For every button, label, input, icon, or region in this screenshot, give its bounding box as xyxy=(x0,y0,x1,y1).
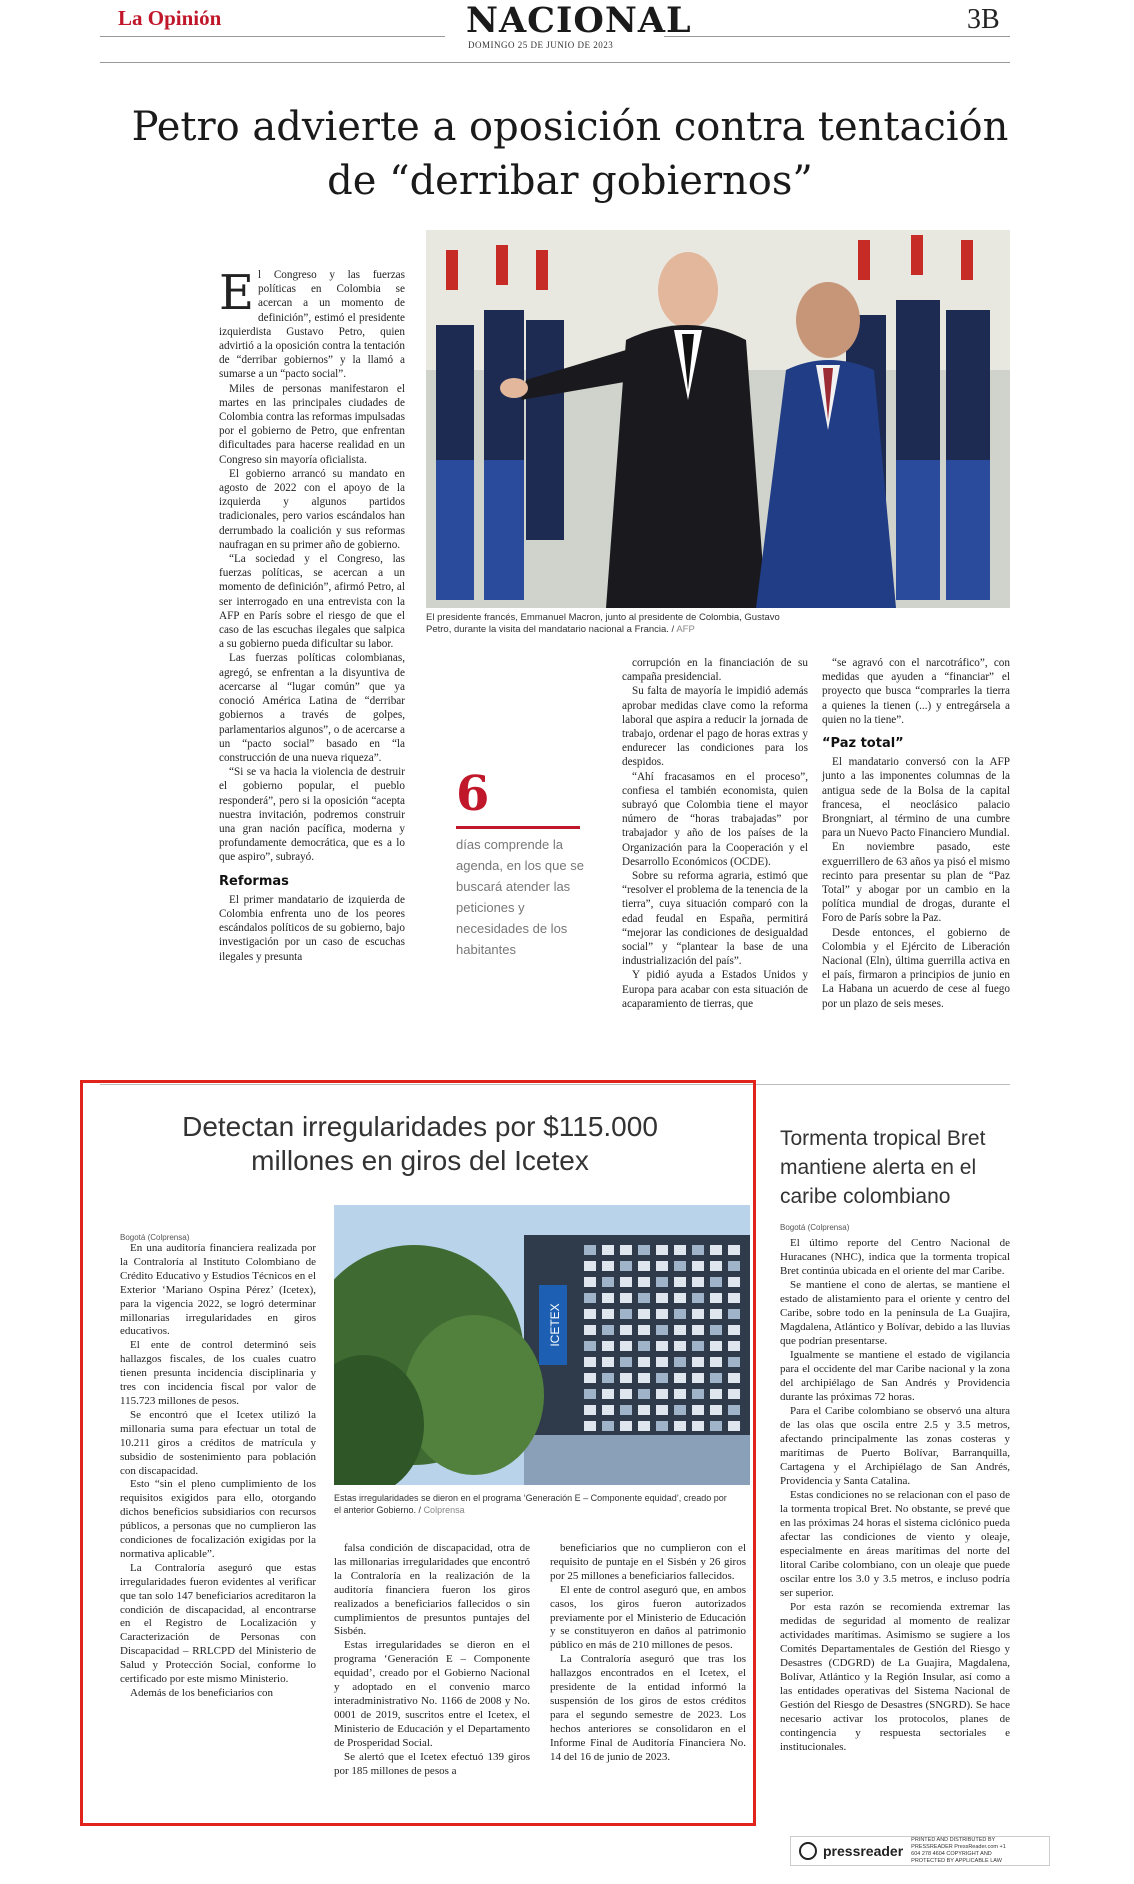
building-window xyxy=(638,1389,650,1399)
building-window xyxy=(656,1309,668,1319)
paragraph: El primer mandatario de izquierda de Colombia enfrenta uno de los peores escándalos políticos de su gobierno, bajo investigación por un caso de escuchas ilegales y presunta xyxy=(219,893,405,963)
building-window xyxy=(710,1389,722,1399)
photo-caption: El presidente francés, Emmanuel Macron, junto al presidente de Colombia, Gustavo Petro, durante la visita del mandatario nacional a Francia. / AFP xyxy=(426,612,780,635)
building-window xyxy=(602,1277,614,1287)
building-window xyxy=(710,1421,722,1431)
building-window xyxy=(638,1277,650,1287)
building-window xyxy=(584,1389,596,1399)
building-window xyxy=(638,1421,650,1431)
building-window xyxy=(692,1245,704,1255)
paragraph: “La sociedad y el Congreso, las fuerzas políticas, se acercan a un momento de definición”, afirmó Petro, al ser interrogado en una entrevista con la AFP en París sobre el riesgo de que el caso de las escuchas ilegales que salpica a su gobierno pueda dificultar su labor. xyxy=(219,553,405,651)
building-window xyxy=(638,1293,650,1303)
paragraph: Estas irregularidades se dieron en el programa ‘Generación E – Componente equidad’, creado por el Gobierno Nacional y adoptado en el convenio marco interadministrativo No. 1166 de 2008 y No. 0001 de 2019, suscritos entre el Icetex, el Ministerio de Educación y el Departamento de Prosperidad Social. xyxy=(334,1639,530,1749)
building-window xyxy=(674,1373,686,1383)
paragraph: l Congreso y las fuerzas políticas en Colombia se acercan a un momento de definición”, estimó el presidente izquierdista Gustavo Petro, quien advirtió a la oposición contra la tentación de “derribar gobiernos” y la llamó a sumarse a un “pacto social”. xyxy=(219,269,405,381)
paragraph: Su falta de mayoría le impidió además aprobar medidas clave como la reforma laboral que aspira a reducir la jornada de trabajo, ordenar el pago de horas extras y endurecer las condiciones para los despidos. xyxy=(622,685,808,769)
building-window xyxy=(674,1293,686,1303)
building-window xyxy=(620,1373,632,1383)
icetex-column-1 xyxy=(120,1242,316,1701)
paragraph: Y pidió ayuda a Estados Unidos y Europa para acabar con esta situación de acaparamiento de tierras, que xyxy=(622,969,808,1010)
paragraph: Desde entonces, el gobierno de Colombia y el Ejército de Liberación Nacional (Eln), última guerrilla activa en el país, firmaron a principios de junio en La Habana un acuerdo de cese al fuego por un plazo de seis meses. xyxy=(822,926,1010,1010)
building-window xyxy=(584,1245,596,1255)
paragraph: Esto “sin el pleno cumplimiento de los requisitos exigidos para ello, otorgando dichos beneficios subsidiarios con recursos públicos, a personas que no cumplieron las condiciones de focalización exigidas por la normativa aplicable”. xyxy=(120,1478,316,1560)
building-window xyxy=(656,1245,668,1255)
bret-column xyxy=(780,1236,1010,1754)
building-window xyxy=(692,1373,704,1383)
building-window xyxy=(692,1421,704,1431)
article-column-3 xyxy=(622,656,808,1011)
building-window xyxy=(638,1261,650,1271)
building-window xyxy=(584,1357,596,1367)
paragraph: “Si se va hacia la violencia de destruir el gobierno popular, el pueblo responderá”, pero si la oposición “acepta nuestra invitación, podremos construir una gran nación pacífica, moderna y profundamente democrática, que es a lo que aspiro”, subrayó. xyxy=(219,766,405,864)
building-window xyxy=(728,1373,740,1383)
paragraph: El último reporte del Centro Nacional de Huracanes (NHC), indica que la tormenta tropical Bret continúa ubicada en el oriente del mar Caribe. xyxy=(780,1237,1010,1277)
building-window xyxy=(728,1309,740,1319)
building-window xyxy=(728,1357,740,1367)
building-window xyxy=(692,1357,704,1367)
building-window xyxy=(728,1277,740,1287)
icetex-sign: ICETEX xyxy=(548,1303,562,1347)
paragraph: Miles de personas manifestaron el martes en las principales ciudades de Colombia contra las reformas impulsadas por el gobierno de Petro, que enfrentan dificultades para hacerse realidad en un Congreso sin mayoría oficialista. xyxy=(219,382,405,466)
building-window xyxy=(638,1341,650,1351)
building-window xyxy=(728,1341,740,1351)
subheading-reformas: Reformas xyxy=(219,873,289,889)
building-window xyxy=(584,1293,596,1303)
macron-petro-photo xyxy=(426,230,1010,608)
building-window xyxy=(656,1421,668,1431)
building-window xyxy=(710,1325,722,1335)
building-window xyxy=(728,1325,740,1335)
highlight-rule xyxy=(456,826,580,829)
icetex-column-3-body xyxy=(550,1542,746,1765)
building-window xyxy=(728,1421,740,1431)
building-window xyxy=(728,1261,740,1271)
icetex-column-2 xyxy=(334,1542,530,1778)
building-window xyxy=(602,1293,614,1303)
paragraph: falsa condición de discapacidad, otra de las millonarias irregularidades que encontró la Contraloría en la realización de la auditoría financiera fueron los giros realizados a beneficiarios fallecidos o sin cumplimientos de presuntos puntajes del Sisbén. xyxy=(334,1542,530,1638)
building-window xyxy=(674,1261,686,1271)
building-window xyxy=(602,1421,614,1431)
building-window xyxy=(692,1341,704,1351)
building-window xyxy=(728,1389,740,1399)
newspaper-brand: La Opinión xyxy=(118,6,222,30)
paragraph: La Contraloría aseguró que estas irregularidades fueron evidentes al verificar que tan solo 147 beneficiarios acreditaron la condición de discapacidad, al encontrarse en el Registro de Localización y Caracterización de Personas con Discapacidad – RRLCPD del Ministerio de Salud y Protección Social, conforme lo certificado por este mismo Ministerio. xyxy=(120,1561,316,1686)
building-window xyxy=(728,1245,740,1255)
paragraph: El ente de control determinó seis hallazgos fiscales, de los cuales cuatro tienen presunta incidencia disciplinaria y tres con incidencia fiscal por valor de 115.723 millones de pesos. xyxy=(120,1339,316,1407)
building-window xyxy=(692,1277,704,1287)
building-window xyxy=(728,1293,740,1303)
column-1-body xyxy=(219,265,405,865)
building-window xyxy=(620,1405,632,1415)
column-4-body xyxy=(822,656,1010,727)
paragraph: Se encontró que el Icetex utilizó la millonaria suma para efectuar un total de 10.211 giros a créditos de matrícula y subsidio de sostenimiento para población con discapacidad. xyxy=(120,1408,316,1477)
paragraph: Estas condiciones no se relacionan con el paso de la tormenta tropical Bret. No obstante, se prevé que en las próximas 24 horas el sistema ciclónico pueda afectar las condiciones de viento y oleaje, especialmente en áreas marítimas del norte del litoral Caribe colombiano, con un oleaje que puede oscilar entre los 3.0 y 3.5 metros, e incluso podría ser superior. xyxy=(780,1489,1010,1599)
paragraph: Se mantiene el cono de alertas, se mantiene el estado de alistamiento para el oriente y centro del Caribe, sobre todo en la península de La Guajira, Magdalena, Atlántico y Bolívar, debido a las lluvias que podrían presentarse. xyxy=(780,1279,1010,1347)
pressreader-badge[interactable] xyxy=(790,1836,1050,1866)
building-window xyxy=(728,1405,740,1415)
section-title: NACIONAL xyxy=(466,0,692,41)
building-window xyxy=(638,1245,650,1255)
building-window xyxy=(584,1405,596,1415)
building-window xyxy=(620,1341,632,1351)
paragraph: Sobre su reforma agraria, estimó que “resolver el problema de la tenencia de la tierra”, cuya situación comparó con la edad feudal en España, permitirá “mejorar las condiciones de desigualdad social” y “plantear la base de una industrialización del país”. xyxy=(622,870,808,968)
building-window xyxy=(638,1309,650,1319)
building-window xyxy=(620,1421,632,1431)
paragraph: La Contraloría aseguró que tras los hallazgos encontrados en el Icetex, el presidente de la entidad informó la suspensión de los giros de estos créditos para el segundo semestre de 2023. Los hechos anteriores se consolidaron en el Informe Final de Auditoría Financiera No. 14 del 16 de junio de 2023. xyxy=(550,1653,746,1763)
building-illustration xyxy=(334,1205,750,1485)
building-window xyxy=(656,1373,668,1383)
bret-column-body xyxy=(780,1236,1010,1754)
building-window xyxy=(656,1293,668,1303)
building-window xyxy=(674,1389,686,1399)
building-window xyxy=(602,1245,614,1255)
highlight-number: 6 xyxy=(456,766,490,822)
paragraph: Se alertó que el Icetex efectuó 139 giros por 185 millones de pesos a xyxy=(334,1750,530,1777)
issue-date: DOMINGO 25 DE JUNIO DE 2023 xyxy=(468,40,614,50)
building-window xyxy=(656,1389,668,1399)
building-window xyxy=(710,1405,722,1415)
building-window xyxy=(674,1277,686,1287)
paragraph: Por esta razón se recomienda extremar las medidas de seguridad al momento de realizar actividades marítimas. Asimismo se sugiere a los Comités Departamentales de Gestión del Riesgo y Desastres (CDGRD) de La Guajira, Magdalena, Bolívar, Atlántico y la Región Insular, así como a las entidades operativas del Sistema Nacional de Gestión del Riesgo de Desastres (SNGRD). Se hace necesario activar los protocolos, planes de contingencia y respuesta sectoriales e institucionales. xyxy=(780,1601,1010,1753)
pressreader-notice: PRINTED AND DISTRIBUTED BY PRESSREADER PressReader.com +1 604 278 4604 COPYRIGHT AND PROTECTED BY APPLICABLE LAW xyxy=(911,1837,1006,1864)
building-window xyxy=(638,1373,650,1383)
paragraph: El ente de control aseguró que, en ambos casos, los giros fueron autorizados previamente por el Ministerio de Educación y se constituyeron en daños al patrimonio público en más de 210 millones de pesos. xyxy=(550,1583,746,1652)
dateline: Bogotá (Colprensa) xyxy=(120,1233,190,1242)
article-column-4 xyxy=(822,656,1010,1011)
building-window xyxy=(656,1277,668,1287)
paragraph: En una auditoría financiera realizada por la Contraloría al Instituto Colombiano de Crédito Educativo y Estudios Técnicos en el Exterior ‘Mariano Ospina Pérez’ (Icetex), para la vigencia 2022, se logró determinar millonarias irregularidades en giros educativos. xyxy=(120,1242,316,1338)
icetex-photo-caption: Estas irregularidades se dieron en el programa ‘Generación E – Componente equidad’, creado por el anterior Gobierno. / Colprensa xyxy=(334,1493,727,1515)
building-window xyxy=(692,1261,704,1271)
building-window xyxy=(584,1309,596,1319)
building-window xyxy=(584,1325,596,1335)
building-window xyxy=(692,1389,704,1399)
building-window xyxy=(692,1405,704,1415)
paragraph: Igualmente se mantiene el estado de vigilancia para el occidente del mar Caribe nacional y la zona del archipiélago de San Andrés y Providencia durante las próximas 72 horas. xyxy=(780,1349,1010,1403)
building-window xyxy=(602,1341,614,1351)
building-window xyxy=(692,1293,704,1303)
column-4-body-after xyxy=(822,755,1010,1011)
building-window xyxy=(638,1357,650,1367)
building-window xyxy=(674,1325,686,1335)
building-window xyxy=(620,1245,632,1255)
paragraph: El mandatario conversó con la AFP junto a las imponentes columnas de la antigua sede de la Bolsa de la capital francesa, el neoclásico palacio Brongniart, al término de una cumbre para un Nuevo Pacto Financiero Mundial. xyxy=(822,756,1010,840)
header-rule-left xyxy=(100,36,445,37)
column-1-body-after xyxy=(219,893,405,964)
header-rule-right xyxy=(664,36,1010,37)
building-window xyxy=(710,1309,722,1319)
building-window xyxy=(710,1357,722,1367)
building-window xyxy=(674,1405,686,1415)
icetex-headline: Detectan irregularidades por $115.000 millones en giros del Icetex xyxy=(182,1111,658,1176)
building-window xyxy=(620,1309,632,1319)
paragraph: beneficiarios que no cumplieron con el requisito de puntaje en el Sisbén y 26 giros por 25 millones a beneficiarios fallecidos. xyxy=(550,1542,746,1582)
building-window xyxy=(674,1309,686,1319)
building-window xyxy=(710,1341,722,1351)
paragraph: El gobierno arrancó su mandato en agosto de 2022 con el apoyo de la izquierda y algunos partidos tradicionales, pero varios escándalos han derrumbado la coalición y sus reformas naufragan en su primer año de gobierno. xyxy=(219,467,405,551)
subheading-paz-total: “Paz total” xyxy=(822,736,904,752)
drop-cap: E xyxy=(219,265,255,321)
icetex-photo-credit: Colprensa xyxy=(423,1505,465,1515)
building-window xyxy=(620,1389,632,1399)
paragraph: Además de los beneficiarios con xyxy=(130,1687,273,1699)
building-window xyxy=(602,1309,614,1319)
building-window xyxy=(692,1309,704,1319)
building-window xyxy=(638,1325,650,1335)
building-window xyxy=(584,1261,596,1271)
bret-headline: Tormenta tropical Bret mantiene alerta en el caribe colombiano xyxy=(780,1127,986,1208)
building-window xyxy=(710,1261,722,1271)
pressreader-icon xyxy=(799,1842,817,1860)
building-window xyxy=(602,1325,614,1335)
paragraph: Para el Caribe colombiano se observó una altura de las olas que oscila entre 2.5 y 3.5 metros, afectando principalmente las zonas costeras y marítimas de Puerto Bolívar, Barranquilla, Cartagena y el Archipiélago de San Andrés, Providencia y Santa Catalina. xyxy=(780,1405,1010,1487)
paragraph: corrupción en la financiación de su campaña presidencial. xyxy=(622,657,808,684)
building-window xyxy=(602,1261,614,1271)
building-window xyxy=(602,1389,614,1399)
paragraph: “Ahí fracasamos en el proceso”, confiesa el también economista, quien subrayó que Colombia tiene el mayor número de “horas trabajadas” por trabajador y año de los países de la Organización para la Cooperación y el Desarrollo Económicos (OCDE). xyxy=(622,770,808,868)
building-window xyxy=(656,1261,668,1271)
bret-dateline: Bogotá (Colprensa) xyxy=(780,1223,850,1232)
building-window xyxy=(584,1373,596,1383)
icetex-column-3 xyxy=(550,1542,746,1765)
building-window xyxy=(602,1373,614,1383)
column-3-body xyxy=(622,656,808,1011)
photo-illustration xyxy=(426,230,1010,608)
header-rule-bottom xyxy=(100,62,1010,63)
building-window xyxy=(620,1261,632,1271)
building-window xyxy=(602,1405,614,1415)
building-window xyxy=(710,1277,722,1287)
paragraph: En noviembre pasado, este exguerrillero de 63 años ya pisó el mismo recinto para presentar su plan de “Paz Total” y abogar por un cambio en la política mundial de drogas, durante el Foro de París sobre la Paz. xyxy=(822,841,1010,925)
building-window xyxy=(710,1245,722,1255)
icetex-column-2-body xyxy=(334,1542,530,1778)
page-number: 3B xyxy=(967,4,1000,35)
building-window xyxy=(638,1405,650,1415)
building-window xyxy=(692,1325,704,1335)
building-window xyxy=(674,1421,686,1431)
photo-credit: AFP xyxy=(676,624,695,635)
building-window xyxy=(710,1373,722,1383)
building-window xyxy=(710,1293,722,1303)
pressreader-logo: pressreader xyxy=(823,1843,904,1859)
building-window xyxy=(584,1421,596,1431)
paragraph: “se agravó con el narcotráfico”, con medidas que ayuden a “financiar” el proyecto que busca “comprarles la tierra a quienes la tienen (...) y entregársela a quien no la tiene”. xyxy=(822,657,1010,726)
building-window xyxy=(656,1341,668,1351)
building-window xyxy=(674,1245,686,1255)
highlight-text: días comprende la agenda, en los que se buscará atender las peticiones y necesidades de los habitantes xyxy=(456,837,584,957)
icetex-column-1-body xyxy=(120,1242,316,1701)
icetex-building-photo xyxy=(334,1205,750,1485)
building-window xyxy=(584,1277,596,1287)
building-window xyxy=(674,1341,686,1351)
building-window xyxy=(656,1325,668,1335)
building-window xyxy=(674,1357,686,1367)
building-window xyxy=(656,1357,668,1367)
building-window xyxy=(584,1341,596,1351)
building-window xyxy=(620,1325,632,1335)
paragraph: Las fuerzas políticas colombianas, agregó, se enfrentan a la disyuntiva de acercarse al “lugar común” que ya conoció América Latina de “derribar gobiernos a través de golpes, parlamentarios algunos”, o de acercarse a un “pacto social” basado en “la construcción de una nueva riqueza”. xyxy=(219,652,405,764)
building-window xyxy=(620,1357,632,1367)
article-headline: Petro advierte a oposición contra tentación de “derribar gobiernos” xyxy=(131,104,1009,204)
building-window xyxy=(620,1293,632,1303)
building-window xyxy=(620,1277,632,1287)
article-column-1 xyxy=(219,265,405,964)
building-window xyxy=(602,1357,614,1367)
building-window xyxy=(656,1405,668,1415)
